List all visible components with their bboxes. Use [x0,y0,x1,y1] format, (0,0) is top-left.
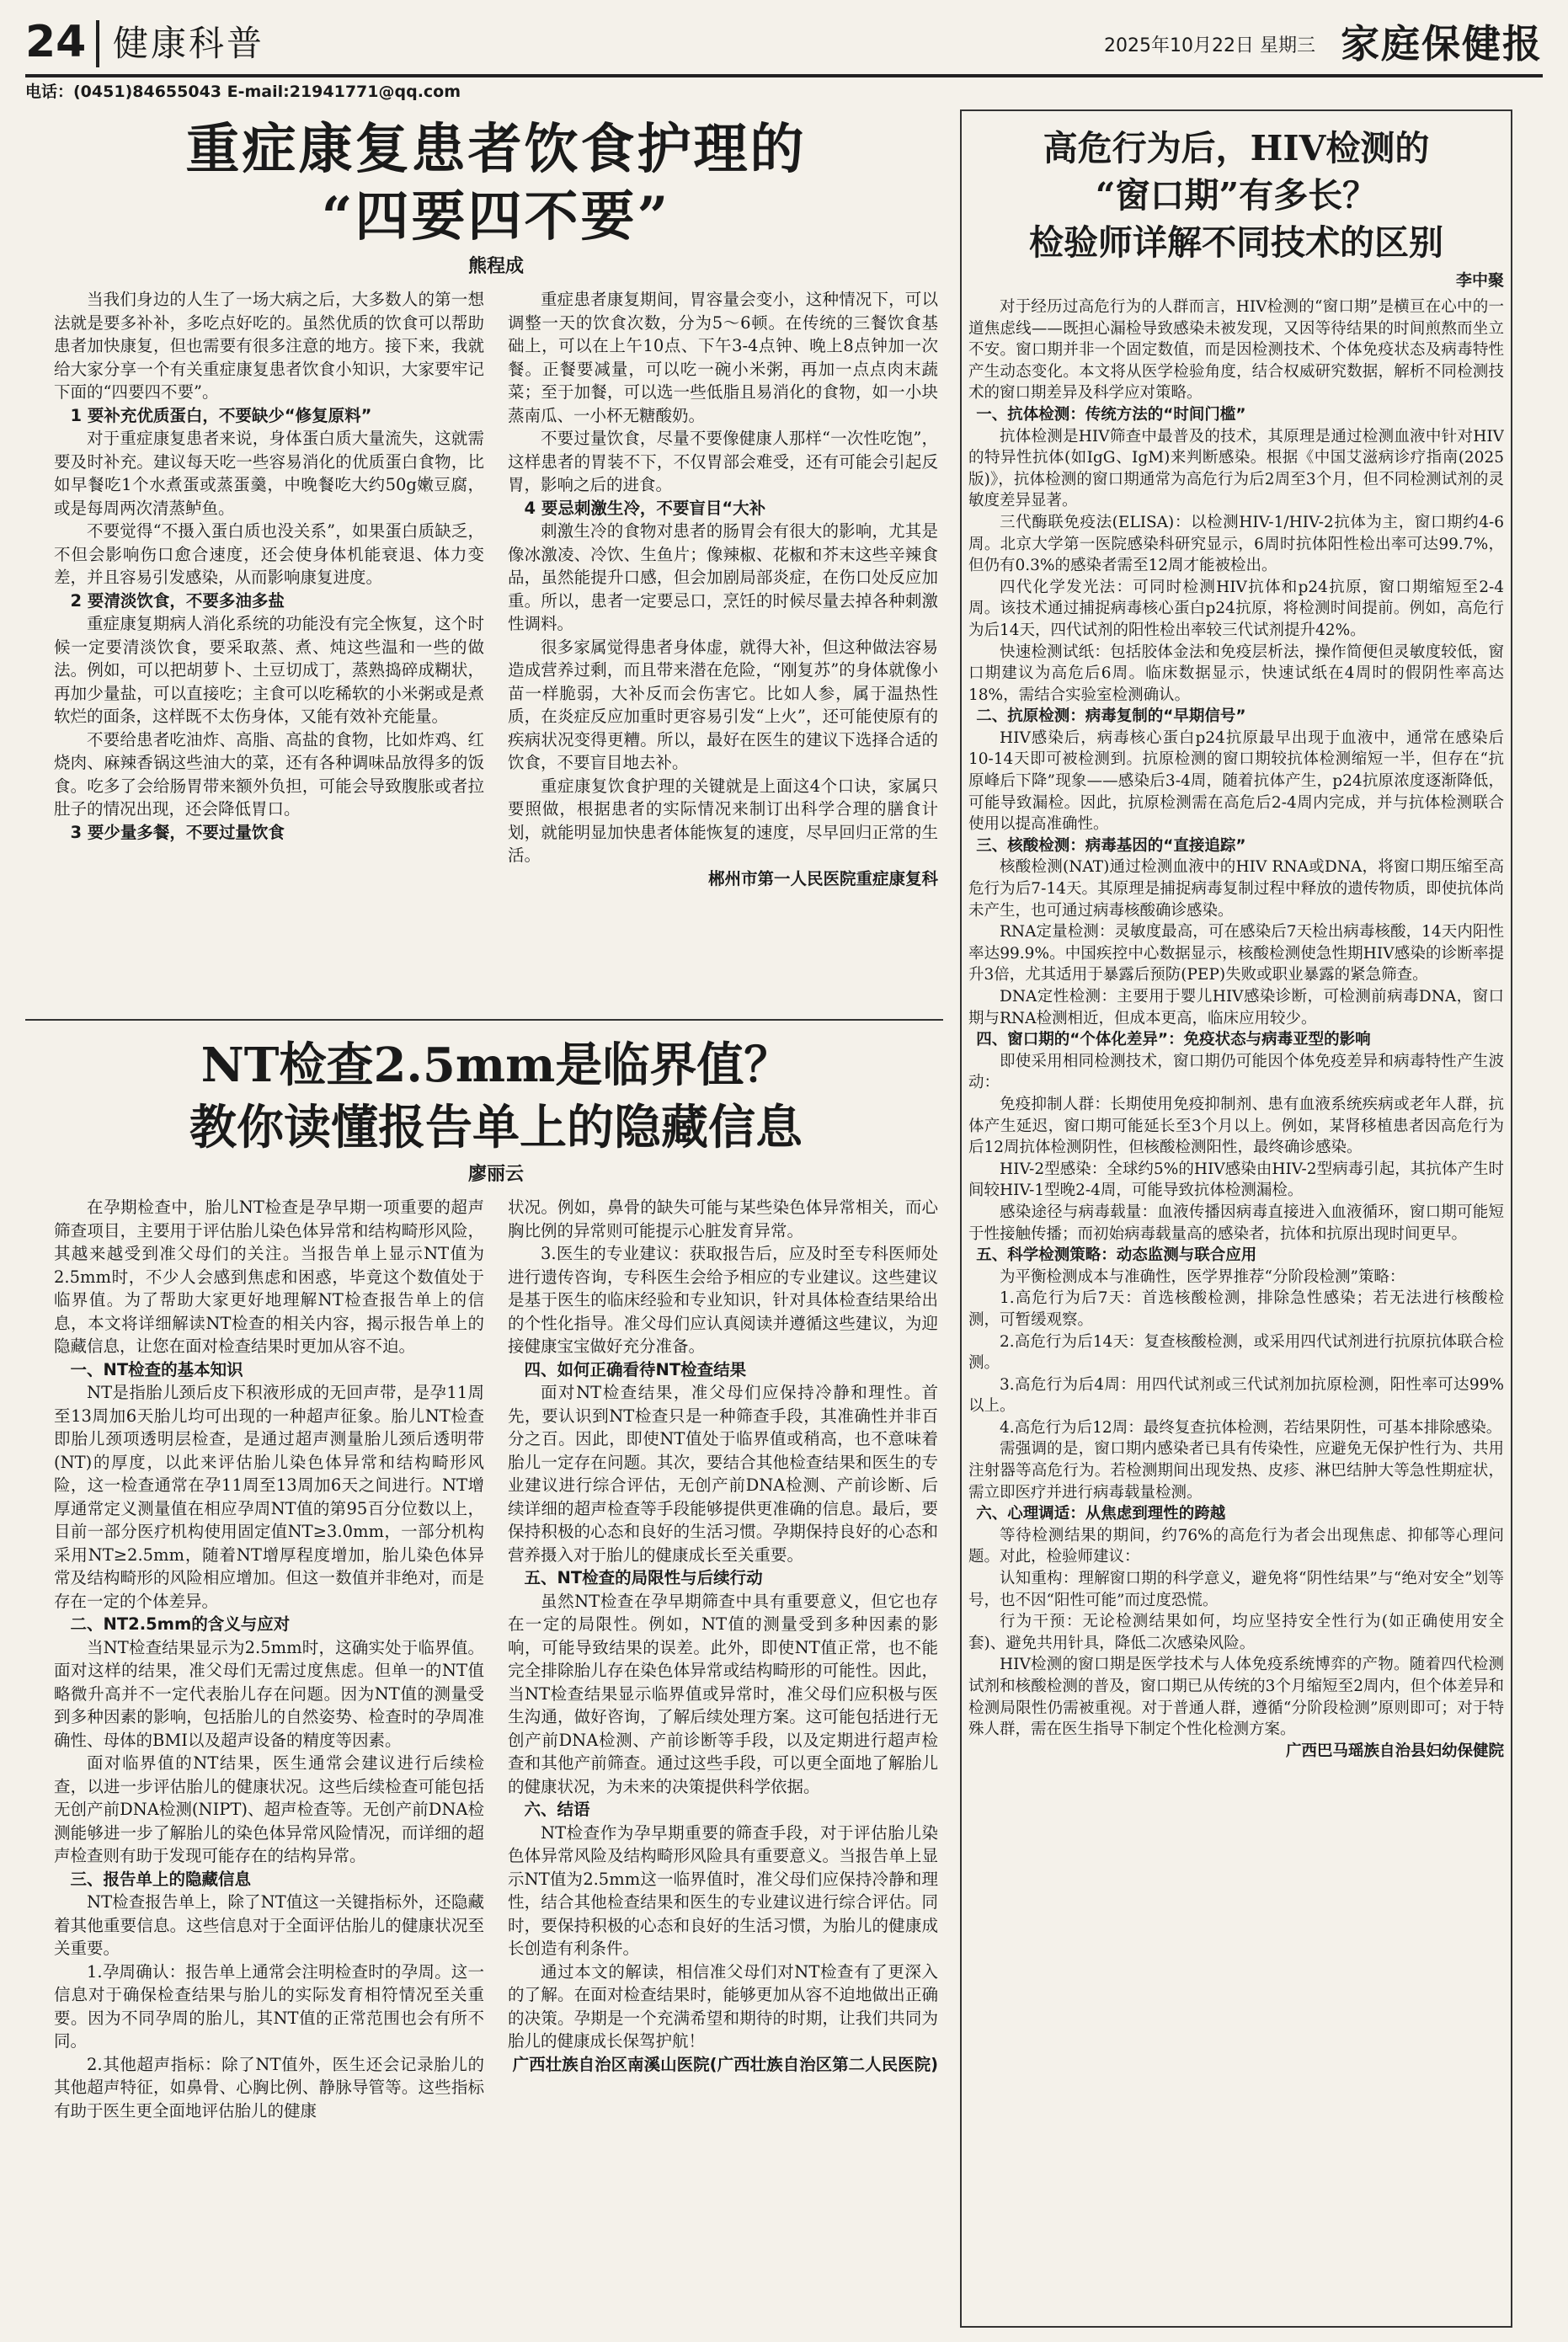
title-line: “窗口期”有多长？ [1095,175,1378,216]
subheading: 五、NT检查的局限性与后续行动 [524,1568,763,1587]
article-title [968,125,1504,266]
subheading: 3 要少量多餐，不要过量饮食 [70,822,285,842]
paragraph: NT检查报告单上，除了NT值这一关键指标外，还隐藏着其他重要信息。这些信息对于全面评估胎儿的健康状况至关重要。 [54,1892,484,1958]
paragraph: 抗体检测是HIV筛查中最普及的技术，其原理是通过检测血液中针对HIV的特异性抗体(如IgG、IgM)来判断感染。根据《中国艾滋病诊疗指南(2025版)》，抗体检测的窗口期通常为高危行为后2周至3个月，但不同检测试剂的灵敏度差异显著。 [968,427,1504,510]
subheading: 四、如何正确看待NT检查结果 [524,1359,747,1379]
article-column [968,296,1504,1762]
paragraph: 等待检测结果的期间，约76%的高危行为者会出现焦虑、抑郁等心理问题。对此，检验师建议： [968,1526,1504,1566]
paragraph: 面对NT检查结果，准父母们应保持冷静和理性。首先，要认识到NT检查只是一种筛查手段，其准确性并非百分之百。因此，即使NT值处于临界值或稍高，也不意味着胎儿一定存在问题。其次，要结合其他检查结果和医生的专业建议进行综合评估，无创产前DNA检测、产前诊断、后续详细的超声检查等手段能够提供更准确的信息。最后，要保持积极的心态和良好的生活习惯。孕期保持良好的心态和营养摄入对于胎儿的健康成长至关重要。 [508,1383,938,1565]
paragraph: NT检查作为孕早期重要的筛查手段，对于评估胎儿染色体异常风险及结构畸形风险具有重要意义。当报告单上显示NT值为2.5mm这一临界值时，准父母们应保持冷静和理性，结合其他检查结果和医生的专业建议进行综合评估。同时，要保持积极的心态和良好的生活习惯，为胎儿的健康成长创造有利条件。 [508,1822,938,1958]
title-line: 高危行为后，HIV检测的 [1043,128,1430,168]
article-nt-check [54,1034,938,2327]
subheading: 二、NT2.5mm的含义与应对 [70,1614,291,1634]
title-line: 检验师详解不同技术的区别 [1029,222,1443,263]
article-hiv-window [968,125,1504,2328]
paragraph: 3.医生的专业建议：获取报告后，应及时至专科医师处进行遗传咨询，专科医生会给予相应的专业建议。这些建议是基于医生的临床经验和专业知识，针对具体检查结果给出的个性化指导。准父母们应认真阅读并遵循这些建议，为迎接健康宝宝做好充分准备。 [508,1244,938,1356]
paragraph: 认知重构：理解窗口期的科学意义，避免将“阴性结果”与“绝对安全”划等号，也不因“阳性可能”而过度恐慌。 [968,1570,1504,1609]
paragraph: 面对临界值的NT结果，医生通常会建议进行后续检查，以进一步评估胎儿的健康状况。这些后续检查可能包括无创产前DNA检测(NIPT)、超声检查等。无创产前DNA检测能够进一步了解胎儿的染色体异常风险情况，而详细的超声检查则有助于发现可能存在的结构异常。 [54,1753,484,1865]
paragraph: HIV-2型感染：全球约5%的HIV感染由HIV-2型病毒引起，其抗体产生时间较HIV-1型晚2-4周，可能导致抗体检测漏检。 [968,1160,1504,1200]
article-author: 廖丽云 [467,1164,524,1185]
paragraph: 状况。例如，鼻骨的缺失可能与某些染色体异常相关，而心胸比例的异常则可能提示心脏发育异常。 [508,1198,938,1240]
paragraph: 不要给患者吃油炸、高脂、高盐的食物，比如炸鸡、红烧肉、麻辣香锅这些油大的菜，还有各种调味品放得多的饭食。吃多了会给肠胃带来额外负担，可能会导致腹胀或者拉肚子的情况出现，还会降低胃口。 [54,729,484,819]
paragraph: 不要觉得“不摄入蛋白质也没关系”，如果蛋白质缺乏，不但会影响伤口愈合速度，还会使身体机能衰退、体力变差，并且容易引发感染，从而影响康复进度。 [54,521,484,587]
paragraph: 虽然NT检查在孕早期筛查中具有重要意义，但它也存在一定的局限性。例如，NT值的测量受到多种因素的影响，可能导致结果的误差。此外，即使NT值正常，也不能完全排除胎儿存在染色体异常或结构畸形的可能性。因此，当NT检查结果显示临界值或异常时，准父母们应积极与医生沟通，做好咨询，了解后续处理方案。这可能包括进行无创产前DNA检测、产前诊断等手段，以及定期进行超声检查和其他产前筛查。通过这些手段，可以更全面地了解胎儿的健康状况，为未来的决策提供科学依据。 [508,1591,938,1796]
column-text [968,296,1504,1741]
paragraph: 2.高危行为后14天：复查核酸检测，或采用四代试剂进行抗原抗体联合检测。 [968,1332,1504,1373]
paragraph: 为平衡检测成本与准确性，医学界推荐“分阶段检测”策略： [1000,1267,1405,1286]
title-line: 重症康复患者饮食护理的 [185,118,807,181]
paragraph: NT是指胎儿颈后皮下积液形成的无回声带，是孕11周至13周加6天胎儿均可出现的一种超声征象。胎儿NT检查即胎儿颈项透明层检查，是通过超声测量胎儿颈后透明带(NT)的厚度，以此来评估胎儿染色体异常和结构畸形风险，这一检查通常在孕11周至13周加6天之间进行。NT增厚通常定义测量值在相应孕周NT值的第95百分位数以上，目前一部分医疗机构使用固定值NT≥3.0mm，一部分机构采用NT≥2.5mm，随着NT增厚程度增加，胎儿染色体异常及结构畸形的风险相应增加。但这一数值并非绝对，而是存在一定的个体差异。 [54,1383,484,1611]
paragraph: 1.高危行为后7天：首选核酸检测，排除急性感染；若无法进行核酸检测，可暂缓观察。 [968,1289,1504,1329]
subheading: 一、抗体检测：传统方法的“时间门槛” [976,405,1246,424]
paragraph: 在孕期检查中，胎儿NT检查是孕早期一项重要的超声筛查项目，主要用于评估胎儿染色体异常和结构畸形风险，其越来越受到准父母们的关注。当报告单上显示NT值为2.5mm时，不少人会感到焦虑和困惑，毕竟这个数值处于临界值。为了帮助大家更好地理解NT检查报告单上的信息，本文将详细解读NT检查的相关内容，揭示报告单上的隐藏信息，让您在面对检查结果时更加从容不迫。 [54,1198,484,1356]
paragraph: 当NT检查结果显示为2.5mm时，这确实处于临界值。面对这样的结果，准父母们无需过度焦虑。但单一的NT值略微升高并不一定代表胎儿存在问题。因为NT值的测量受到多种因素的影响，包括胎儿的自然姿势、检查时的孕周准确性、母体的BMI以及超声设备的精度等因素。 [54,1637,484,1750]
paragraph: RNA定量检测：灵敏度最高，可在感染后7天检出病毒核酸，14天内阳性率达99.9%。中国疾控中心数据显示，核酸检测使急性期HIV感染的诊断率提升3倍，尤其适用于暴露后预防(PEP)失败或职业暴露的紧急筛查。 [968,923,1504,984]
paragraph: 2.其他超声指标：除了NT值外，医生还会记录胎儿的其他超声特征，如鼻骨、心胸比例、静脉导管等。这些指标有助于医生更全面地评估胎儿的健康 [54,2054,484,2121]
paragraph: 刺激生冷的食物对患者的肠胃会有很大的影响，尤其是像冰激凌、冷饮、生鱼片；像辣椒、花椒和芥末这些辛辣食品，虽然能提升口感，但会加剧局部炎症，在伤口处反应加重。所以，患者一定要忌口，烹饪的时候尽量去掉各种刺激性调料。 [508,521,938,633]
article-column [54,288,484,890]
paragraph: 重症患者康复期间，胃容量会变小，这种情况下，可以调整一天的饮食次数，分为5～6顿。在传统的三餐饮食基础上，可以在上午10点、下午3-4点钟、晚上8点钟加一次餐。正餐要减量，可以吃一碗小米粥，再加一点点肉末蔬菜；至于加餐，可以选一些低脂且易消化的食物，如一小块蒸南瓜、一小杯无糖酸奶。 [508,290,938,425]
subheading: 1 要补充优质蛋白，不要缺少“修复原料” [70,405,372,425]
section-title: 健康科普 [113,23,265,64]
paragraph: 很多家属觉得患者身体虚，就得大补，但这种做法容易造成营养过剩，而且带来潜在危险，“刚复苏”的身体就像小苗一样脆弱，大补反而会伤害它。比如人参，属于温热性质，在炎症反应加重时更容易引发“上火”，还可能使原有的疾病状况变得更糟。所以，最好在医生的建议下选择合适的饮食，不要盲目地去补。 [508,637,938,772]
article-column [508,1196,938,2122]
paragraph: 行为干预：无论检测结果如何，均应坚持安全性行为(如正确使用安全套)、避免共用针具，降低二次感染风险。 [968,1613,1504,1652]
article-diet-care [54,116,938,1009]
paragraph: 即使采用相同检测技术，窗口期仍可能因个体免疫差异和病毒特性产生波动： [968,1052,1504,1092]
paragraph: HIV感染后，病毒核心蛋白p24抗原最早出现于血液中，通常在感染后10-14天即可被检测到。抗原检测的窗口期较抗体检测缩短一半，但存在“抗原峰后下降”现象——感染后3-4周，随着抗体产生，p24抗原浓度逐渐降低，可能导致漏检。因此，抗原检测需在高危后2-4周内完成，并与抗体检测联合使用以提高准确性。 [968,728,1504,834]
column-text [508,1196,938,2053]
paragraph: 对于重症康复患者来说，身体蛋白质大量流失，这就需要及时补充。建议每天吃一些容易消化的优质蛋白食物，比如早餐吃1个水煮蛋或蒸蛋羹，中晚餐吃大约50g嫩豆腐，或是每周两次清蒸鲈鱼。 [54,429,484,518]
subheading: 4 要忌刺激生冷，不要盲目“大补 [524,498,766,518]
paragraph: 感染途径与病毒载量：血液传播因病毒直接进入血液循环，窗口期可能短于性接触传播；而初始病毒载量高的感染者，抗体和抗原出现时间更早。 [968,1203,1504,1243]
article-affiliation: 广西巴马瑶族自治县妇幼保健院 [1285,1742,1504,1760]
title-line: “四要四不要” [321,185,671,248]
paragraph: 三代酶联免疫法(ELISA)：以检测HIV-1/HIV-2抗体为主，窗口期约4-6周。北京大学第一医院感染科研究显示，6周时抗体阳性检出率可达99.7%，但仍有0.3%的感染者需至12周才能被检出。 [968,513,1504,575]
paragraph: 对于经历过高危行为的人群而言，HIV检测的“窗口期”是横亘在心中的一道焦虑线——既担心漏检导致感染未被发现，又因等待结果的时间煎熬而坐立不安。窗口期并非一个固定数值，而是因检测技术、个体免疫状态及病毒特性产生动态变化。本文将从医学检验角度，结合权威研究数据，解析不同检测技术的窗口期差异及科学应对策略。 [968,298,1504,403]
article-author: 李中聚 [1455,271,1504,290]
paragraph: 重症康复饮食护理的关键就是上面这4个口诀，家属只要照做，根据患者的实际情况来制订出科学合理的膳食计划，就能明显加快患者体能恢复的速度，尽早回归正常的生活。 [508,776,938,865]
paragraph: 重症康复期病人消化系统的功能没有完全恢复，这个时候一定要清淡饮食，要采取蒸、煮、炖这些温和一些的做法。例如，可以把胡萝卜、土豆切成丁，蒸熟捣碎成糊状，再加少量盐，可以直接吃；主食可以吃稀软的小米粥或是煮软烂的面条，这样既不太伤身体，又能有效补充能量。 [54,614,484,726]
subheading: 四、窗口期的“个体化差异”：免疫状态与病毒亚型的影响 [976,1031,1371,1049]
title-line: NT检查2.5mm是临界值？ [200,1038,792,1093]
paragraph: 核酸检测(NAT)通过检测血液中的HIV RNA或DNA，将窗口期压缩至高危行为后7-14天。其原理是捕捉病毒复制过程中释放的遗传物质，即使抗体尚未产生，也可通过病毒核酸确诊感染。 [968,858,1504,920]
article-title [54,116,938,251]
article-affiliation: 郴州市第一人民医院重症康复科 [707,868,938,888]
page-number: 24 [25,17,87,67]
subheading: 三、核酸检测：病毒基因的“直接追踪” [976,836,1246,855]
subheading: 2 要清淡饮食，不要多油多盐 [70,590,285,611]
paragraph: 当我们身边的人生了一场大病之后，大多数人的第一想法就是要多补补，多吃点好吃的。虽然优质的饮食可以帮助患者加快康复，但也需要有很多注意的地方。接下来，我就给大家分享一个有关重症康复患者饮食小知识，大家要牢记下面的“四要四不要”。 [54,290,484,402]
article-separator [25,1019,943,1021]
column-text [508,288,938,867]
article-column [54,1196,484,2122]
newspaper-name: 家庭保健报 [1341,21,1543,67]
paragraph: 通过本文的解读，相信准父母们对NT检查有了更深入的了解。在面对检查结果时，能够更加从容不迫地做出正确的决策。孕期是一个充满希望和期待的时期，让我们共同为胎儿的健康成长保驾护航！ [508,1961,938,2051]
subheading: 六、心理调适：从焦虑到理性的跨越 [976,1505,1226,1523]
article-author: 熊程成 [467,256,524,277]
paragraph: 3.高危行为后4周：用四代试剂或三代试剂加抗原检测，阳性率可达99%以上。 [968,1375,1504,1416]
article-title [54,1034,938,1159]
contact-info: 电话：(0451)84655043 E-mail:21941771@qq.com [25,83,461,101]
subheading: 一、NT检查的基本知识 [70,1359,243,1379]
header-rule [25,74,1543,77]
subheading: 三、报告单上的隐藏信息 [70,1869,252,1889]
subheading: 五、科学检测策略：动态监测与联合应用 [976,1246,1257,1265]
paragraph: 免疫抑制人群：长期使用免疫抑制剂、患有血液系统疾病或老年人群，抗体产生延迟，窗口期可能延长至3个月以上。例如，某肾移植患者因高危行为后12周抗体检测阴性，但核酸检测阳性，最终确诊感染。 [968,1095,1504,1157]
paragraph: 4.高危行为后12周：最终复查抗体检测，若结果阴性，可基本排除感染。 [1000,1418,1502,1437]
subheading: 六、结语 [524,1800,590,1819]
article-column [508,288,938,890]
issue-date: 2025年10月22日 星期三 [1104,35,1315,56]
subheading: 二、抗原检测：病毒复制的“早期信号” [976,707,1246,726]
paragraph: 需强调的是，窗口期内感染者已具有传染性，应避免无保护性行为、共用注射器等高危行为。若检测期间出现发热、皮疹、淋巴结肿大等急性期症状，需立即医疗并进行病毒载量检测。 [968,1440,1504,1502]
paragraph: 不要过量饮食，尽量不要像健康人那样“一次性吃饱”，这样患者的胃装不下，不仅胃部会难受，还有可能会引起反胃，影响之后的进食。 [508,429,938,494]
article-affiliation: 广西壮族自治区南溪山医院(广西壮族自治区第二人民医院) [512,2054,938,2074]
paragraph: HIV检测的窗口期是医学技术与人体免疫系统博弈的产物。随着四代检测试剂和核酸检测的普及，窗口期已从传统的3个月缩短至2周内，但个体差异和检测局限性仍需被重视。对于普通人群，遵循“分阶段检测”原则即可；对于特殊人群，需在医生指导下制定个性化检测方案。 [968,1656,1504,1739]
page-header [25,15,1543,81]
paragraph: 快速检测试纸：包括胶体金法和免疫层析法，操作简便但灵敏度较低，窗口期建议为高危后6周。临床数据显示，快速试纸在4周时的假阴性率高达18%，需结合实验室检测确认。 [968,643,1504,704]
header-divider [96,20,99,67]
paragraph: DNA定性检测：主要用于婴儿HIV感染诊断，可检测前病毒DNA，窗口期与RNA检测相近，但成本更高，临床应用较少。 [968,988,1504,1027]
title-line: 教你读懂报告单上的隐藏信息 [189,1100,803,1155]
paragraph: 1.孕周确认：报告单上通常会注明检查时的孕周。这一信息对于确保检查结果与胎儿的实际发育相符情况至关重要。因为不同孕周的胎儿，其NT值的正常范围也会有所不同。 [54,1961,484,2051]
paragraph: 四代化学发光法：可同时检测HIV抗体和p24抗原，窗口期缩短至2-4周。该技术通过捕捉病毒核心蛋白p24抗原，将检测时间提前。例如，高危行为后14天，四代试剂的阳性检出率较三代试剂提升42%。 [968,578,1504,639]
